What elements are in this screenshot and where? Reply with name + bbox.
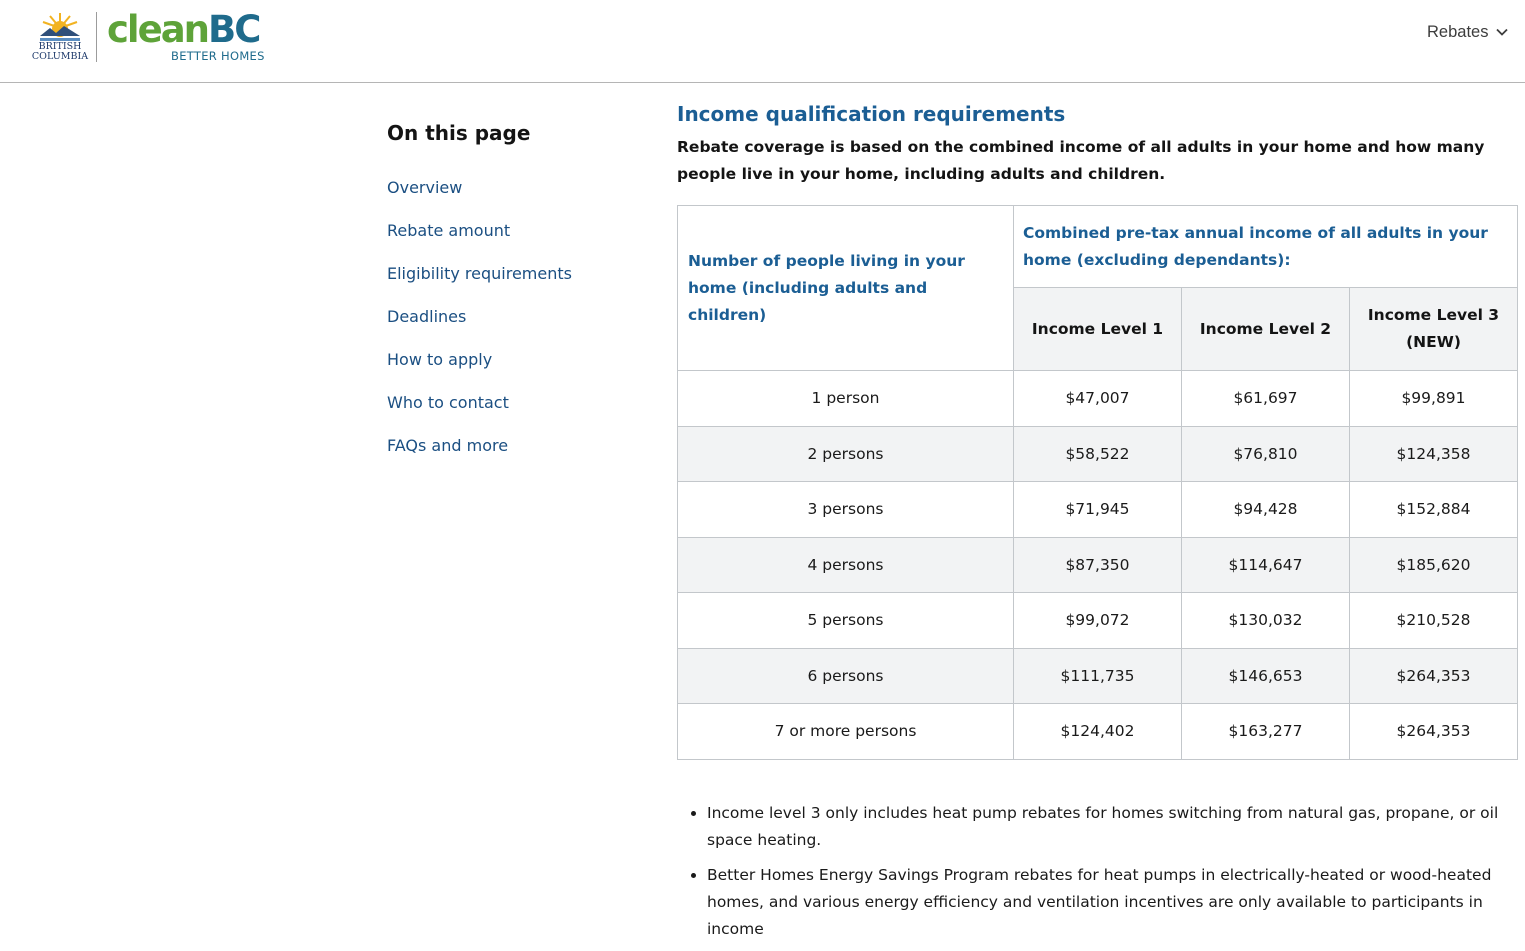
income-level-3-cell: $264,353 bbox=[1350, 704, 1518, 760]
nav-link-who-to-contact[interactable]: Who to contact bbox=[387, 393, 509, 412]
table-row bbox=[678, 482, 1518, 538]
income-level-2-cell: $146,653 bbox=[1182, 648, 1350, 704]
income-level-3-cell: $152,884 bbox=[1350, 482, 1518, 538]
on-this-page-nav bbox=[387, 118, 647, 477]
income-level-2-cell: $130,032 bbox=[1182, 593, 1350, 649]
cleanbc-logo-subtitle: BETTER HOMES bbox=[171, 49, 265, 63]
income-level-2-cell: $94,428 bbox=[1182, 482, 1350, 538]
income-level-3-cell: $124,358 bbox=[1350, 426, 1518, 482]
table-row bbox=[678, 704, 1518, 760]
income-level-2-header: Income Level 2 bbox=[1182, 288, 1350, 371]
intro-text: Rebate coverage is based on the combined income of all adults in your home and how many people live in your home, including adults and children. bbox=[677, 138, 1485, 183]
nav-link-how-to-apply[interactable]: How to apply bbox=[387, 350, 493, 369]
people-count-cell: 7 or more persons bbox=[678, 704, 1014, 760]
income-qualification-table bbox=[677, 205, 1518, 760]
people-count-cell: 5 persons bbox=[678, 593, 1014, 649]
nav-link-overview[interactable]: Overview bbox=[387, 178, 463, 197]
on-this-page-title: On this page bbox=[387, 121, 531, 145]
logo-divider bbox=[96, 12, 97, 62]
section-heading: Income qualification requirements bbox=[677, 102, 1066, 126]
table-row bbox=[678, 648, 1518, 704]
income-level-2-cell: $114,647 bbox=[1182, 537, 1350, 593]
income-level-1-cell: $87,350 bbox=[1014, 537, 1182, 593]
people-column-header: Number of people living in your home (including adults and children) bbox=[678, 206, 1014, 371]
income-level-1-cell: $47,007 bbox=[1014, 371, 1182, 427]
people-count-cell: 3 persons bbox=[678, 482, 1014, 538]
income-level-1-cell: $71,945 bbox=[1014, 482, 1182, 538]
bc-logo-text-line1: BRITISH bbox=[38, 41, 82, 52]
table-row bbox=[678, 426, 1518, 482]
nav-rebates-label: Rebates bbox=[1427, 22, 1489, 41]
bc-sun-mountain-icon bbox=[38, 12, 82, 42]
cleanbc-logo-bc: BC bbox=[208, 8, 260, 51]
main-content bbox=[677, 100, 1517, 938]
nav-link-eligibility-requirements[interactable]: Eligibility requirements bbox=[387, 264, 572, 283]
income-level-3-cell: $264,353 bbox=[1350, 648, 1518, 704]
bc-logo-text-line2: COLUMBIA bbox=[31, 51, 89, 62]
income-level-1-cell: $111,735 bbox=[1014, 648, 1182, 704]
nav-rebates-menu[interactable] bbox=[1427, 20, 1508, 44]
nav-link-rebate-amount[interactable]: Rebate amount bbox=[387, 221, 511, 240]
people-count-cell: 4 persons bbox=[678, 537, 1014, 593]
notes-list bbox=[677, 800, 1517, 951]
income-level-1-cell: $124,402 bbox=[1014, 704, 1182, 760]
list-item: • Income level 3 only includes heat pump rebates for homes switching from natural gas, propane, or oil space heating. bbox=[707, 800, 1517, 854]
income-level-3-header: Income Level 3 (NEW) bbox=[1350, 288, 1518, 371]
income-level-3-cell: $185,620 bbox=[1350, 537, 1518, 593]
income-level-1-cell: $58,522 bbox=[1014, 426, 1182, 482]
list-item: • Better Homes Energy Savings Program rebates for heat pumps in electrically-heated or wood-heated homes, and various energy efficiency and ventilation incentives are only available to participants in income bbox=[707, 862, 1517, 943]
people-count-cell: 1 person bbox=[678, 371, 1014, 427]
income-level-3-cell: $210,528 bbox=[1350, 593, 1518, 649]
income-level-1-header: Income Level 1 bbox=[1014, 288, 1182, 371]
table-row bbox=[678, 371, 1518, 427]
bc-government-logo[interactable] bbox=[30, 12, 90, 64]
chevron-down-icon bbox=[1496, 28, 1508, 36]
income-level-2-cell: $76,810 bbox=[1182, 426, 1350, 482]
people-count-cell: 6 persons bbox=[678, 648, 1014, 704]
income-level-3-cell: $99,891 bbox=[1350, 371, 1518, 427]
cleanbc-logo-clean: clean bbox=[107, 8, 209, 51]
income-level-2-cell: $163,277 bbox=[1182, 704, 1350, 760]
people-count-cell: 2 persons bbox=[678, 426, 1014, 482]
income-level-2-cell: $61,697 bbox=[1182, 371, 1350, 427]
site-header bbox=[0, 0, 1525, 83]
nav-link-faqs[interactable]: FAQs and more bbox=[387, 436, 509, 455]
table-row bbox=[678, 537, 1518, 593]
combined-income-header: Combined pre-tax annual income of all adults in your home (excluding dependants): bbox=[1014, 206, 1518, 288]
income-level-1-cell: $99,072 bbox=[1014, 593, 1182, 649]
table-row bbox=[678, 593, 1518, 649]
nav-link-deadlines[interactable]: Deadlines bbox=[387, 307, 467, 326]
